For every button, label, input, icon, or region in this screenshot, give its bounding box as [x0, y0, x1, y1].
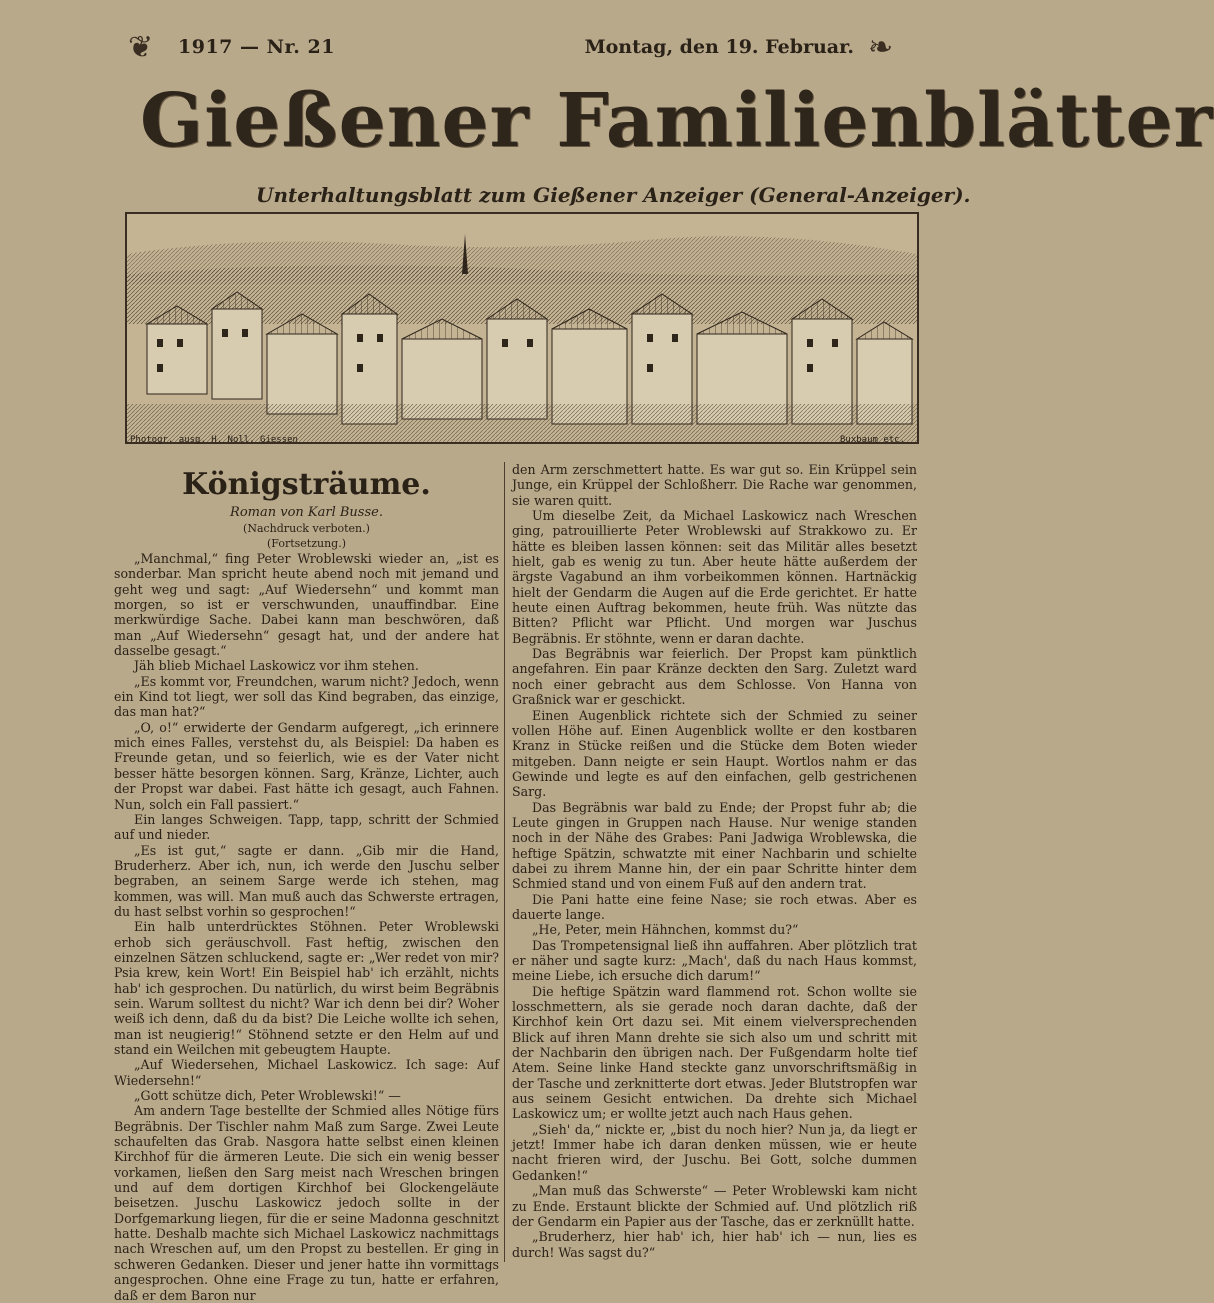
paragraph: Die Pani hatte eine feine Nase; sie roch etwas. Aber es dauerte lange. — [512, 891, 917, 922]
corner-ornament-left: ❦ — [128, 30, 154, 65]
continuation-note: (Fortsetzung.) — [267, 537, 346, 550]
engraving-credit-right: Buxbaum etc. — [840, 435, 906, 445]
city-engraving — [125, 212, 919, 444]
paragraph: den Arm zerschmettert hatte. Es war gut so. Ein Krüppel sein Junge, ein Krüppel der Schloßherr. Die Rache war genommen, sie waren quitt. — [512, 462, 917, 508]
paragraph: „Gott schütze dich, Peter Wroblewski!“ — — [134, 1088, 401, 1104]
paragraph: Das Begräbnis war bald zu Ende; der Propst fuhr ab; die Leute gingen in Gruppen nach Hause. Nur wenige standen noch in der Nähe des Grabes: Pani Jadwiga Wroblewska, die heftige Spätzin, schwatzte mit einer Nachbarin und schielte dabei zu ihrem Manne hin, der ein paar Schritte hinter dem Schmied stand und von einem Fuß auf den andern trat. — [512, 799, 917, 892]
paragraph: Das Trompetensignal ließ ihn auffahren. Aber plötzlich trat er näher und sagte kurz: „Mach', daß du nach Haus kommst, meine Liebe, ich ersuche dich darum!“ — [512, 937, 917, 984]
paragraph: Ein langes Schweigen. Tapp, tapp, schritt der Schmied auf und nieder. — [114, 811, 499, 843]
text-column-left — [114, 462, 499, 1303]
paragraph: „Man muß das Schwerste“ — Peter Wroblewski kam nicht zu Ende. Erstaunt blickte der Schmied auf. Und plötzlich riß der Gendarm ein Papier aus der Tasche, das er zerknüllt hatte. — [512, 1183, 917, 1229]
masthead-subtitle: Unterhaltungsblatt zum Gießener Anzeiger (General-Anzeiger). — [256, 183, 971, 207]
issue-number: 1917 — Nr. 21 — [178, 36, 335, 58]
paragraph: „Es ist gut,“ sagte er dann. „Gib mir die Hand, Bruderherz. Aber ich, nun, ich werde den Juschu selber begraben, an seinem Sarge werde ich stehen, mag kommen, was will. Man muß auch das Schwerste ertragen, du hast selbst vorhin so gesprochen!“ — [114, 842, 499, 919]
paragraph: „Bruderherz, hier hab' ich, hier hab' ich — nun, lies es durch! Was sagst du?“ — [512, 1229, 917, 1260]
paragraph: „Es kommt vor, Freundchen, warum nicht? Jedoch, wenn ein Kind tot liegt, wer soll das Kind begraben, das einzige, das man hat?“ — [114, 673, 499, 720]
paragraph: „O, o!“ erwiderte der Gendarm aufgeregt, „ich erinnere mich eines Falles, verstehst du, als Beispiel: Da haben es Freunde getan, und so feierlich, wie es der Vater nicht besser hätte besorgen können. Sarg, Kränze, Lichter, auch der Propst war dabei. Fast hätte ich gesagt, auch Fahnen. Nun, solch ein Fall passiert.“ — [114, 719, 499, 812]
paragraph: Ein halb unterdrücktes Stöhnen. Peter Wroblewski erhob sich geräuschvoll. Fast heftig, zwischen den einzelnen Sätzen schluckend, sagte er: „Wer redet von mir? Psia krew, kein Wort! Ein Beispiel hab' ich erzählt, nichts hab' ich gesprochen. Du natürlich, du wirst beim Begräbnis sein. Warum solltest du nicht? War ich denn bei dir? Woher weiß ich denn, daß du da bist? Die Leiche wollte ich sehen, man ist neugierig!“ Stöhnend setzte er den Helm auf und stand ein Weilchen mit gebeugtem Haupte. — [114, 919, 499, 1057]
paragraph: Jäh blieb Michael Laskowicz vor ihm stehen. — [134, 658, 419, 674]
issue-date: Montag, den 19. Februar. — [584, 36, 854, 58]
paragraph: „He, Peter, mein Hähnchen, kommst du?“ — [532, 922, 799, 938]
masthead-title: Gießener Familienblätter — [140, 78, 1214, 164]
column-divider — [504, 462, 505, 1262]
paragraph: Einen Augenblick richtete sich der Schmied zu seiner vollen Höhe auf. Einen Augenblick wollte er den kostbaren Kranz in Stücke reißen und die Stücke dem Boten wieder mitgeben. Dann neigte er sein Haupt. Wortlos nahm er das Gewinde und legte es auf den einfachen, gelb gestrichenen Sarg. — [512, 707, 917, 800]
paragraph: „Auf Wiedersehen, Michael Laskowicz. Ich sage: Auf Wiedersehn!“ — [114, 1057, 499, 1088]
reprint-note: (Nachdruck verboten.) — [243, 522, 370, 535]
story-byline: Roman von Karl Busse. — [230, 505, 383, 520]
paragraph: „Manchmal,“ fing Peter Wroblewski wieder an, „ist es sonderbar. Man spricht heute abend noch mit jemand und geht weg und sagt: „Auf Wiedersehn“ und kommt man morgen, so ist er verschwunden, unauffindbar. Eine merkwürdige Sache. Dabei kann man beschwören, daß man „Auf Wiedersehn“ gesagt hat, und der andere hat dasselbe gesagt.“ — [114, 551, 499, 659]
text-column-right — [512, 462, 917, 1260]
engraving-credit-left: Photogr. ausg. H. Noll, Giessen — [130, 435, 298, 445]
story-title: Königsträume. — [182, 467, 431, 502]
corner-ornament-right: ❧ — [868, 30, 894, 65]
paragraph: Am andern Tage bestellte der Schmied alles Nötige fürs Begräbnis. Der Tischler nahm Maß zum Sarge. Zwei Leute schaufelten das Grab. Nasgora hatte selbst einen kleinen Kirchhof für die ärmeren Leute. Die sich ein wenig besser vorkamen, ließen den Sarg meist nach Wreschen bringen und auf dem dortigen Kirchhof bei Glockengeläute beisetzen. Juschu Laskowicz jedoch sollte in der Dorfgemarkung liegen, für die er seine Madonna geschnitzt hatte. Deshalb machte sich Michael Laskowicz nachmittags nach Wreschen auf, um den Propst zu bestellen. Er ging in schweren Gedanken. Dieser und jener hatte ihn vormittags angesprochen. Ohne eine Frage zu tun, hatte er erfahren, daß er dem Baron nur — [114, 1103, 499, 1303]
paragraph: Um dieselbe Zeit, da Michael Laskowicz nach Wreschen ging, patrouillierte Peter Wroblewski auf Strakkowo zu. Er hätte es bleiben lassen können: seit das Militär alles besetzt hielt, gab es wenig zu tun. Aber heute hätte außerdem der ärgste Vagabund an ihm vorbeikommen können. Hartnäckig hielt der Gendarm die Augen auf die Erde gerichtet. Er hatte heute einen Auftrag bekommen, heute früh. Was nützte das Bitten? Pflicht war Pflicht. Und morgen war Juschus Begräbnis. Er stöhnte, wenn er daran dachte. — [512, 508, 917, 646]
paragraph: Das Begräbnis war feierlich. Der Propst kam pünktlich angefahren. Ein paar Kränze deckten den Sarg. Zuletzt ward noch einer gebracht aus dem Schlosse. Von Hanna von Graßnick war er geschickt. — [512, 646, 917, 708]
paragraph: „Sieh' da,“ nickte er, „bist du noch hier? Nun ja, da liegt er jetzt! Immer habe ich daran denken müssen, wie er heute nacht frieren wird, der Juschu. Bei Gott, solche dummen Gedanken!“ — [512, 1121, 917, 1183]
paragraph: Die heftige Spätzin ward flammend rot. Schon wollte sie losschmettern, als sie gerade noch daran dachte, daß der Kirchhof kein Ort dazu sei. Mit einem vielversprechenden Blick auf ihren Mann drehte sie sich also um und schritt mit der Nachbarin den übrigen nach. Der Fußgendarm holte tief Atem. Seine linke Hand steckte ganz unvorschriftsmäßig in der Tasche und zerknitterte dort etwas. Jeder Blutstropfen war aus seinem Gesicht entwichen. Da drehte sich Michael Laskowicz um; er wollte jetzt auch nach Haus gehen. — [512, 983, 917, 1122]
